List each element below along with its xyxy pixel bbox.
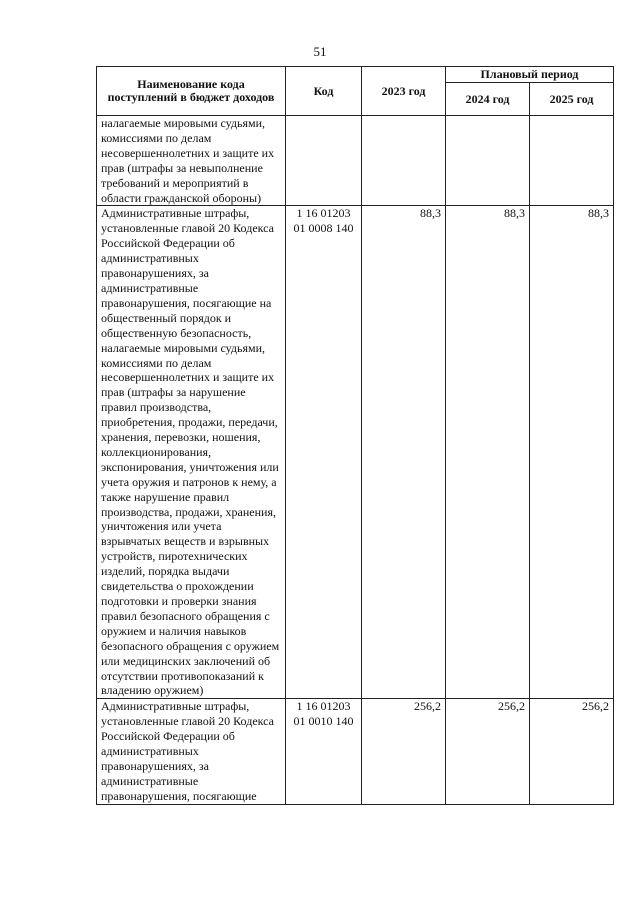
header-planned-period: Плановый период [446,67,614,83]
row-name: Административные штрафы, установленные главой 20 Кодекса Российской Федерации об административных правонарушениях, за административные правонарушения, посягающие на общественный порядок и общественную безопасность, налагаемые мировыми судьями, комиссиями по делам несовершеннолетних и защите их прав (штрафы за нарушение правил производства, приобретения, продажи, передачи, хранения, перевозки, ношения, коллекционирования, экспонирования, уничтожения или учета оружия и патронов к нему, а также нарушение правил производства, продажи, хранения, уничтожения или учета взрывчатых веществ и взрывных устройств, пиротехнических изделий, порядка выдачи свидетельства о прохождении подготовки и проверки знания правил безопасного обращения с оружием и наличия навыков безопасного обращения с оружием или медицинских заключений об отсутствии противопоказаний к владению оружием) [97,206,286,699]
table-row [97,699,614,804]
header-name: Наименование кода поступлений в бюджет доходов [97,67,286,116]
header-2024: 2024 год [446,83,530,116]
row-value-2023: 88,3 [362,206,446,699]
row-value-2023: 256,2 [362,699,446,804]
table-row [97,206,614,699]
row-code: 1 16 01203 01 0008 140 [286,206,362,699]
row-code: 1 16 01203 01 0010 140 [286,699,362,804]
row-code [286,116,362,206]
header-2023: 2023 год [362,67,446,116]
row-name: Административные штрафы, установленные главой 20 Кодекса Российской Федерации об административных правонарушениях, за административные правонарушения, посягающие [97,699,286,804]
header-code: Код [286,67,362,116]
row-value-2024: 88,3 [446,206,530,699]
header-2025: 2025 год [530,83,614,116]
row-value-2024: 256,2 [446,699,530,804]
row-name: налагаемые мировыми судьями, комиссиями по делам несовершеннолетних и защите их прав (штрафы за невыполнение требований и мероприятий в области гражданской обороны) [97,116,286,206]
row-value-2025: 256,2 [530,699,614,804]
revenue-table [96,66,614,805]
row-value-2023 [362,116,446,206]
row-value-2024 [446,116,530,206]
table-row [97,116,614,206]
row-value-2025: 88,3 [530,206,614,699]
page-number: 51 [313,44,327,59]
row-value-2025 [530,116,614,206]
